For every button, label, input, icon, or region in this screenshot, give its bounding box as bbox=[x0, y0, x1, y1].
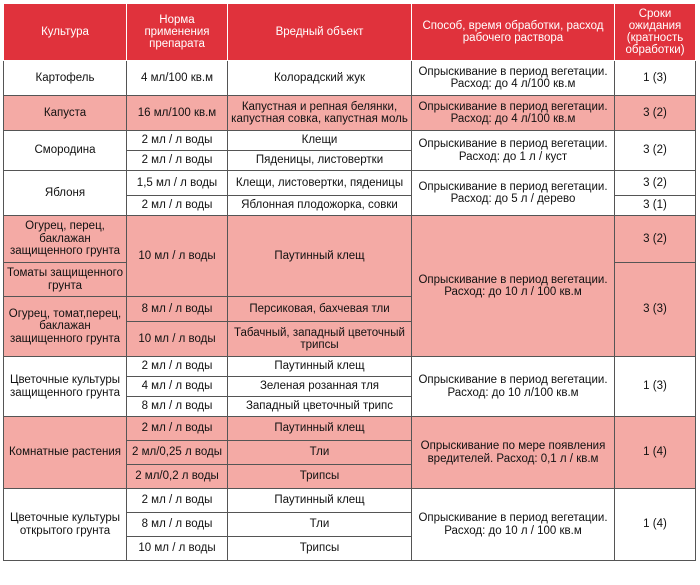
culture-cell: Цветочные культуры защищенного грунта bbox=[4, 357, 127, 417]
table-row bbox=[4, 417, 696, 441]
pest-cell: Паутинный клещ bbox=[228, 489, 412, 513]
method-cell: Опрыскивание в период вегетации. Расход: до 10 л / 100 кв.м bbox=[412, 216, 615, 357]
pest-cell: Зеленая розанная тля bbox=[228, 377, 412, 397]
waiting-cell: 1 (4) bbox=[615, 417, 696, 489]
pest-cell: Тли bbox=[228, 513, 412, 537]
rate-cell: 4 мл / л воды bbox=[127, 377, 228, 397]
waiting-cell: 1 (4) bbox=[615, 489, 696, 561]
culture-cell: Огурец, томат,перец, баклажан защищенного грунта bbox=[4, 297, 127, 357]
pest-cell: Тли bbox=[228, 441, 412, 465]
rate-cell: 1,5 мл / л воды bbox=[127, 171, 228, 196]
waiting-cell: 3 (2) bbox=[615, 131, 696, 171]
rate-cell: 10 мл / л воды bbox=[127, 537, 228, 561]
pest-cell: Трипсы bbox=[228, 537, 412, 561]
rate-cell: 2 мл / л воды bbox=[127, 151, 228, 171]
pest-cell: Западный цветочный трипс bbox=[228, 397, 412, 417]
table-row bbox=[4, 131, 696, 151]
rate-cell: 10 мл / л воды bbox=[127, 216, 228, 297]
rate-cell: 4 мл/100 кв.м bbox=[127, 61, 228, 96]
pest-cell: Трипсы bbox=[228, 465, 412, 489]
waiting-cell: 1 (3) bbox=[615, 357, 696, 417]
waiting-cell: 3 (2) bbox=[615, 171, 696, 196]
waiting-cell: 1 (3) bbox=[615, 61, 696, 96]
waiting-cell: 3 (2) bbox=[615, 216, 696, 263]
header-waiting: Сроки ожидания (кратность обработки) bbox=[615, 4, 696, 61]
header-row bbox=[4, 4, 696, 61]
table-row bbox=[4, 171, 696, 196]
rate-cell: 16 мл/100 кв.м bbox=[127, 96, 228, 131]
table-row bbox=[4, 357, 696, 377]
method-cell: Опрыскивание в период вегетации. Расход: до 4 л/100 кв.м bbox=[412, 96, 615, 131]
culture-cell: Томаты защищенного грунта bbox=[4, 263, 127, 297]
rate-cell: 2 мл / л воды bbox=[127, 196, 228, 216]
method-cell: Опрыскивание в период вегетации. Расход: до 1 л / куст bbox=[412, 131, 615, 171]
rate-cell: 10 мл / л воды bbox=[127, 322, 228, 357]
table-row bbox=[4, 489, 696, 513]
rate-cell: 2 мл / л воды bbox=[127, 417, 228, 441]
pest-cell: Пяденицы, листовертки bbox=[228, 151, 412, 171]
waiting-cell: 3 (3) bbox=[615, 263, 696, 357]
rate-cell: 2 мл/0,25 л воды bbox=[127, 441, 228, 465]
rate-cell: 2 мл / л воды bbox=[127, 489, 228, 513]
pest-cell: Колорадский жук bbox=[228, 61, 412, 96]
header-rate: Норма применения препарата bbox=[127, 4, 228, 61]
culture-cell: Огурец, перец, баклажан защищенного грунта bbox=[4, 216, 127, 263]
culture-cell: Комнатные растения bbox=[4, 417, 127, 489]
header-method: Способ, время обработки, расход рабочего раствора bbox=[412, 4, 615, 61]
header-culture: Культура bbox=[4, 4, 127, 61]
culture-cell: Цветочные культуры открытого грунта bbox=[4, 489, 127, 561]
culture-cell: Яблоня bbox=[4, 171, 127, 216]
pest-cell: Клещи bbox=[228, 131, 412, 151]
pest-cell: Персиковая, бахчевая тли bbox=[228, 297, 412, 322]
rate-cell: 2 мл / л воды bbox=[127, 131, 228, 151]
culture-cell: Картофель bbox=[4, 61, 127, 96]
rate-cell: 8 мл / л воды bbox=[127, 513, 228, 537]
rate-cell: 8 мл / л воды bbox=[127, 297, 228, 322]
pest-cell: Паутинный клещ bbox=[228, 417, 412, 441]
culture-cell: Смородина bbox=[4, 131, 127, 171]
pest-cell: Яблонная плодожорка, совки bbox=[228, 196, 412, 216]
method-cell: Опрыскивание в период вегетации. Расход: до 5 л / дерево bbox=[412, 171, 615, 216]
pest-cell: Клещи, листовертки, пяденицы bbox=[228, 171, 412, 196]
table-wrapper bbox=[3, 3, 695, 580]
rate-cell: 8 мл / л воды bbox=[127, 397, 228, 417]
waiting-cell: 3 (2) bbox=[615, 96, 696, 131]
culture-cell: Капуста bbox=[4, 96, 127, 131]
pest-cell: Капустная и репная белянки, капустная совка, капустная моль bbox=[228, 96, 412, 131]
rate-cell: 2 мл/0,2 л воды bbox=[127, 465, 228, 489]
pest-cell: Паутинный клещ bbox=[228, 357, 412, 377]
method-cell: Опрыскивание по мере появления вредителей. Расход: 0,1 л / кв.м bbox=[412, 417, 615, 489]
table-row bbox=[4, 61, 696, 96]
pest-cell: Табачный, западный цветочный трипсы bbox=[228, 322, 412, 357]
header-pest: Вредный объект bbox=[228, 4, 412, 61]
method-cell: Опрыскивание в период вегетации. Расход: до 4 л/100 кв.м bbox=[412, 61, 615, 96]
waiting-cell: 3 (1) bbox=[615, 196, 696, 216]
method-cell: Опрыскивание в период вегетации. Расход: до 10 л / 100 кв.м bbox=[412, 489, 615, 561]
rate-cell: 2 мл / л воды bbox=[127, 357, 228, 377]
pest-cell: Паутинный клещ bbox=[228, 216, 412, 297]
table-row bbox=[4, 216, 696, 263]
table-row bbox=[4, 96, 696, 131]
pesticide-table bbox=[3, 3, 696, 561]
method-cell: Опрыскивание в период вегетации. Расход: до 10 л/100 кв.м bbox=[412, 357, 615, 417]
